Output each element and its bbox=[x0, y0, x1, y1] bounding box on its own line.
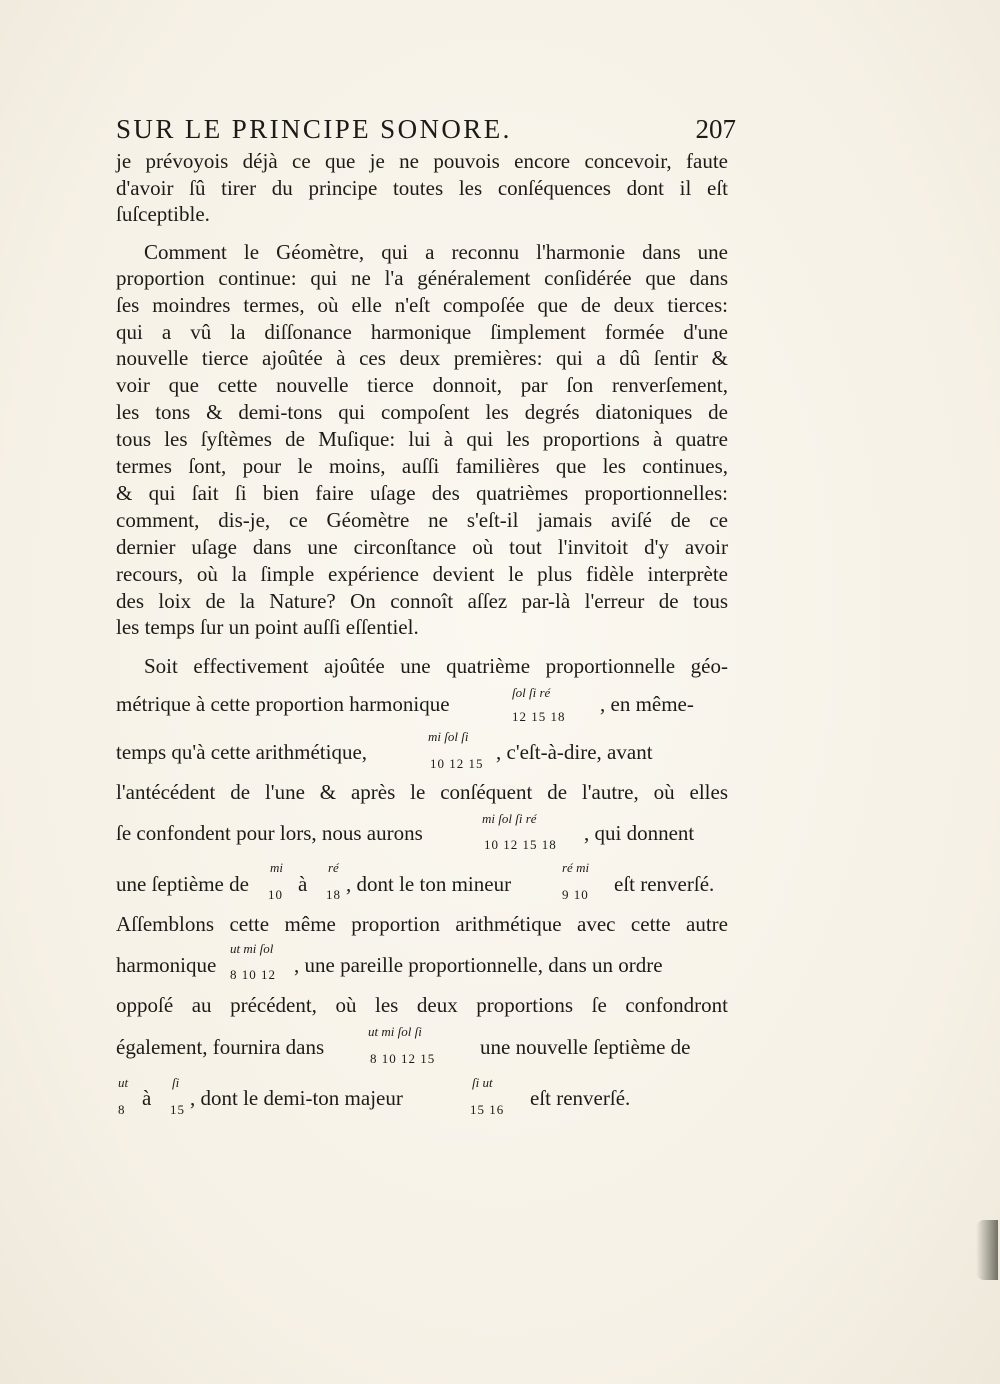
solfege-note: ré bbox=[328, 860, 339, 875]
text-segment: , c'eſt-à-dire, avant bbox=[496, 740, 653, 764]
text-segment: une ſeptième de bbox=[116, 872, 249, 896]
solfege-note: ut bbox=[118, 1075, 129, 1090]
proportion-numbers: 9 10 bbox=[562, 887, 589, 902]
text-line: l'antécédent de l'une & après le conſéquent de l'autre, où elles bbox=[116, 780, 728, 804]
proportion-numbers: 8 10 12 bbox=[230, 967, 276, 982]
text-line: recours, où la ſimple expérience devient le plus fidèle interprète bbox=[116, 562, 728, 586]
proportion-numbers: 15 16 bbox=[470, 1102, 505, 1117]
proportion-number: 8 bbox=[118, 1102, 126, 1117]
text-line: d'avoir ſû tirer du principe toutes les conſéquences dont il eſt bbox=[116, 176, 728, 200]
solfege-notes: mi ſol ſi ré bbox=[482, 811, 537, 826]
proportion-numbers: 10 12 15 bbox=[430, 756, 484, 771]
solfege-notes: ſi ut bbox=[472, 1075, 493, 1090]
text-segment: eſt renverſé. bbox=[614, 872, 715, 896]
solfege-notes: ré mi bbox=[562, 860, 590, 875]
text-segment: eſt renverſé. bbox=[530, 1086, 631, 1110]
proportion-number: 10 bbox=[268, 887, 283, 902]
text-segment: également, fournira dans bbox=[116, 1035, 325, 1059]
running-title: SUR LE PRINCIPE SONORE. bbox=[116, 114, 512, 144]
text-line: les temps ſur un point auſſi eſſentiel. bbox=[116, 615, 419, 639]
solfege-notes: mi ſol ſi bbox=[428, 729, 469, 744]
solfege-note: ſi bbox=[172, 1075, 180, 1090]
text-line: oppoſé au précédent, où les deux proportions ſe confondront bbox=[116, 993, 728, 1017]
proportion-numbers: 8 10 12 15 bbox=[370, 1051, 436, 1066]
paragraph-start-line: Soit effectivement ajoûtée une quatrième proportionnelle géo- bbox=[144, 654, 728, 678]
text-line: tous les ſyſtèmes de Muſique: lui à qui les proportions à quatre bbox=[116, 427, 728, 451]
text-line: dernier uſage dans une circonſtance où tout l'invitoit d'y avoir bbox=[116, 535, 728, 559]
page-number: 207 bbox=[695, 114, 736, 144]
text-segment: , dont le ton mineur bbox=[346, 872, 512, 896]
paragraph-start-line: Comment le Géomètre, qui a reconnu l'harmonie dans une bbox=[144, 240, 728, 264]
text-segment: métrique à cette proportion harmonique bbox=[116, 692, 450, 716]
text-segment: ſe confondent pour lors, nous aurons bbox=[116, 821, 423, 845]
solfege-notes: ſol ſi ré bbox=[512, 685, 551, 700]
solfege-note: mi bbox=[270, 860, 283, 875]
text-line: qui a vû la diſſonance harmonique ſimplement formée d'une bbox=[116, 320, 728, 344]
text-line: ſuſceptible. bbox=[116, 202, 210, 226]
proportion-number: 15 bbox=[170, 1102, 185, 1117]
text-segment: temps qu'à cette arithmétique, bbox=[116, 740, 368, 764]
text-line: & qui ſait ſi bien faire uſage des quatrièmes proportionnelles: bbox=[116, 481, 728, 505]
text-segment: une nouvelle ſeptième de bbox=[480, 1035, 691, 1059]
text-segment: , dont le demi-ton majeur bbox=[190, 1086, 403, 1110]
proportion-numbers: 10 12 15 18 bbox=[484, 837, 557, 852]
text-segment: , une pareille proportionnelle, dans un ordre bbox=[294, 953, 663, 977]
text-segment: , en même- bbox=[600, 692, 694, 716]
text-segment: à bbox=[298, 872, 308, 896]
proportion-numbers: 12 15 18 bbox=[512, 709, 566, 724]
page-header bbox=[116, 114, 736, 150]
text-line: je prévoyois déjà ce que je ne pouvois encore concevoir, faute bbox=[116, 149, 728, 173]
text-line: des loix de la Nature? On connoît aſſez par-là l'erreur de tous bbox=[116, 589, 728, 613]
text-line: les tons & demi-tons qui compoſent les degrés diatoniques de bbox=[116, 400, 728, 424]
text-line: comment, dis-je, ce Géomètre ne s'eſt-il jamais aviſé de ce bbox=[116, 508, 728, 532]
solfege-notes: ut mi ſol bbox=[230, 941, 274, 956]
text-line: Aſſemblons cette même proportion arithmétique avec cette autre bbox=[116, 912, 728, 936]
page-edge-shadow bbox=[976, 1220, 998, 1280]
text-line: voir que cette nouvelle tierce donnoit, par ſon renverſement, bbox=[116, 373, 728, 397]
text-line: proportion continue: qui ne l'a généralement conſidérée que dans bbox=[116, 266, 728, 290]
text-segment: , qui donnent bbox=[584, 821, 695, 845]
text-line: nouvelle tierce ajoûtée à ces deux premières: qui a dû ſentir & bbox=[116, 346, 728, 370]
text-segment: à bbox=[142, 1086, 152, 1110]
text-line: termes ſont, pour le moins, auſſi familières que les continues, bbox=[116, 454, 728, 478]
text-segment: harmonique bbox=[116, 953, 217, 977]
proportion-number: 18 bbox=[326, 887, 341, 902]
solfege-notes: ut mi ſol ſi bbox=[368, 1024, 422, 1039]
text-line: ſes moindres termes, où elle n'eſt compoſée que de deux tierces: bbox=[116, 293, 728, 317]
